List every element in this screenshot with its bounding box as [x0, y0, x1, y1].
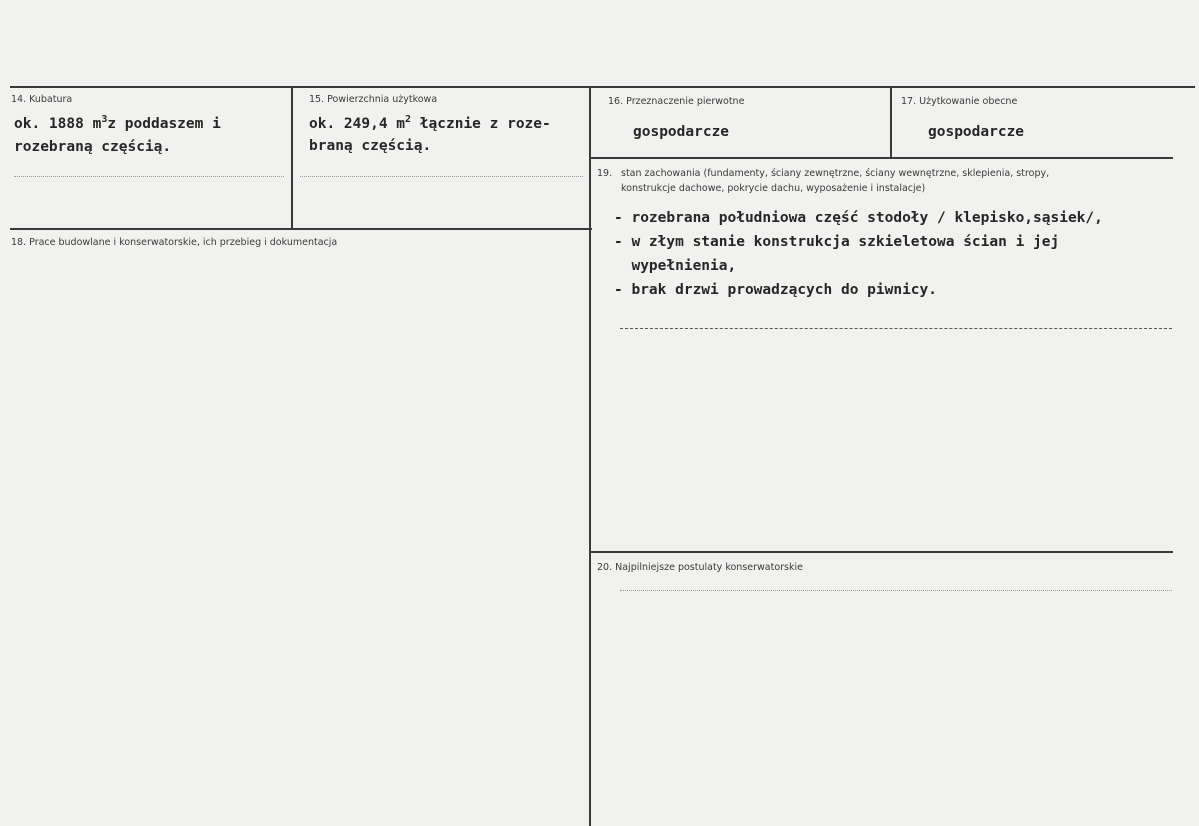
stan-item: - w złym stanie konstrukcja szkieletowa ścian i jej — [614, 234, 1060, 250]
stan-label-line2: konstrukcje dachowe, pokrycie dachu, wyposażenie i instalacje) — [621, 183, 926, 194]
powierzchnia-value-b: łącznie z roze- — [411, 115, 551, 132]
uzytkowanie-value: gospodarcze — [928, 124, 1025, 140]
dotted-line — [620, 590, 1172, 591]
divider-16-17 — [890, 87, 892, 158]
stan-label-line1: stan zachowania (fundamenty, ściany zewnętrzne, ściany wewnętrzne, sklepienia, stropy, — [621, 168, 1050, 179]
stan-item: wypełnienia, — [614, 258, 737, 274]
divider-14-15 — [291, 87, 293, 229]
powierzchnia-value-a: ok. 249,4 m — [309, 115, 406, 132]
stan-item: - brak drzwi prowadzących do piwnicy. — [614, 282, 938, 298]
postulaty-label: 20. Najpilniejsze postulaty konserwatorskie — [597, 562, 803, 573]
rule-above-20 — [590, 551, 1173, 553]
prace-label: 18. Prace budowlane i konserwatorskie, ich przebieg i dokumentacja — [11, 237, 338, 248]
kubatura-exponent: 3 — [101, 114, 108, 125]
kubatura-value-line2: rozebraną częścią. — [14, 139, 172, 155]
uzytkowanie-label: 17. Użytkowanie obecne — [901, 96, 1018, 107]
rule-under-16-17 — [590, 157, 1173, 159]
rule-above-18 — [10, 228, 592, 230]
dotted-line — [300, 176, 583, 177]
top-rule — [10, 86, 1195, 88]
powierzchnia-exponent: 2 — [405, 114, 412, 125]
stan-number: 19. — [597, 168, 613, 179]
kubatura-value-b: z poddaszem i — [107, 115, 221, 132]
powierzchnia-value-line2: braną częścią. — [309, 138, 432, 154]
przeznaczenie-value: gospodarcze — [633, 124, 730, 140]
dotted-line — [14, 176, 284, 177]
kubatura-value-a: ok. 1888 m — [14, 115, 102, 132]
dotted-line — [620, 328, 1172, 329]
kubatura-value-line1 — [14, 114, 221, 132]
powierzchnia-value-line1 — [309, 114, 551, 132]
main-column-divider — [589, 87, 591, 826]
przeznaczenie-label: 16. Przeznaczenie pierwotne — [608, 96, 745, 107]
kubatura-label: 14. Kubatura — [11, 94, 73, 105]
powierzchnia-label: 15. Powierzchnia użytkowa — [309, 94, 438, 105]
stan-item: - rozebrana południowa część stodoły / klepisko,sąsiek/, — [614, 210, 1103, 226]
